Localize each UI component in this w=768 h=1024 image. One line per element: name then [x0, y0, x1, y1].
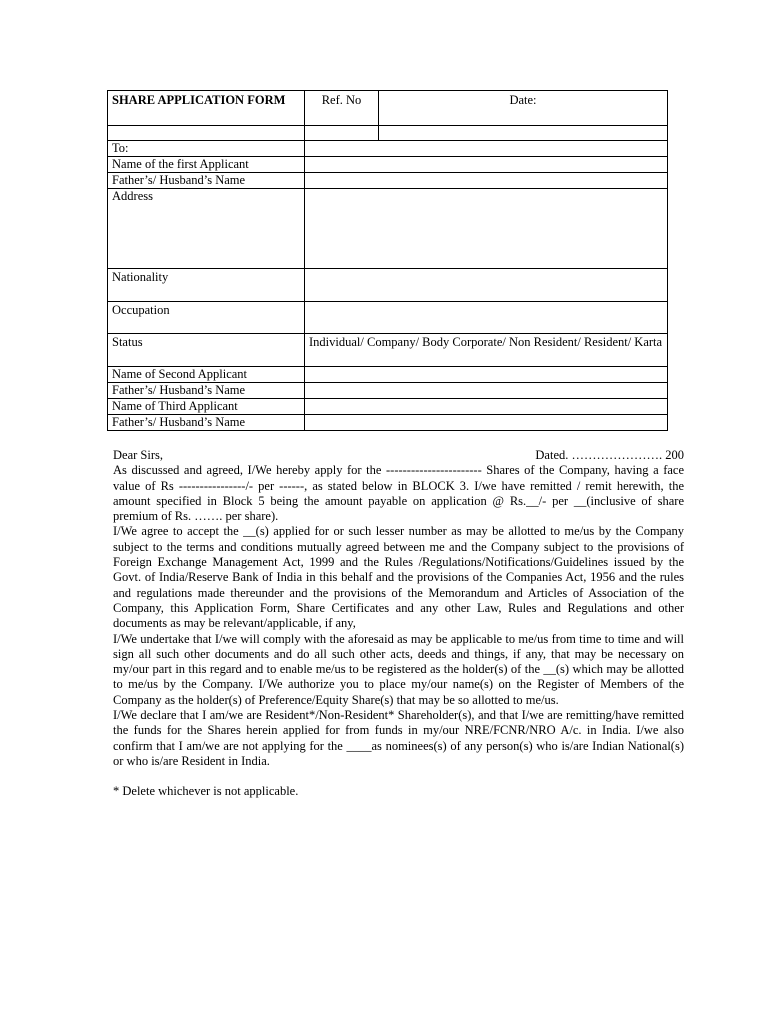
- first-applicant-label: Name of the first Applicant: [108, 157, 305, 173]
- second-applicant-label: Name of Second Applicant: [108, 367, 305, 383]
- blank-cell: [108, 126, 305, 141]
- undertaking-paragraph: I/We undertake that I/we will comply with the aforesaid as may be applicable to me/us from time to time and will sign all such other documents and do all such other acts, deeds and things, if any, that may be necessary on my/our part in this regard and to enable me/us to be registered as the holder(s) of the __(s) which may be allotted to me/us by the Company. I/We authorize you to place my/our name(s) on the Register of Members of the Company as the holder(s) of Preference/Equity Share(s) that may be so allotted to me/us.: [113, 631, 684, 707]
- ref-no-label: Ref. No: [305, 91, 379, 126]
- third-father-field[interactable]: [305, 415, 668, 431]
- declaration-paragraph: I/We declare that I am/we are Resident*/Non-Resident* Shareholder(s), and that I/we are remitting/have remitted the funds for the Shares herein applied for from funds in my/our NRE/FCNR/NRO A/c. in India. I/we also confirm that I am/we are not applying for the ____as nominees(s) of any person(s) who is/are Indian National(s) or who is/are Resident in India.: [113, 708, 684, 768]
- application-paragraph: As discussed and agreed, I/We hereby apply for the ----------------------- Shares of the Company, having a face value of Rs ----------------/- per ------, as stated below in BLOCK 3. I/we have remitted / remit herewith, the amount specified in Block 5 being the amount payable on application @ Rs.__/- per __(inclusive of share premium of Rs. ……. per share).: [113, 463, 684, 524]
- date-label: Date:: [379, 91, 668, 126]
- third-father-label: Father’s/ Husband’s Name: [108, 415, 305, 431]
- nationality-field[interactable]: [305, 269, 668, 302]
- occupation-label: Occupation: [108, 302, 305, 334]
- status-label: Status: [108, 334, 305, 367]
- first-father-label: Father’s/ Husband’s Name: [108, 173, 305, 189]
- second-father-label: Father’s/ Husband’s Name: [108, 383, 305, 399]
- occupation-field[interactable]: [305, 302, 668, 334]
- address-field[interactable]: [305, 189, 668, 269]
- to-field[interactable]: [305, 141, 668, 157]
- date-field[interactable]: [379, 126, 668, 141]
- second-applicant-field[interactable]: [305, 367, 668, 383]
- second-father-field[interactable]: [305, 383, 668, 399]
- third-applicant-label: Name of Third Applicant: [108, 399, 305, 415]
- footnote: * Delete whichever is not applicable.: [113, 784, 299, 799]
- address-label: Address: [108, 189, 305, 269]
- salutation: Dear Sirs,: [113, 448, 163, 462]
- third-applicant-field[interactable]: [305, 399, 668, 415]
- first-father-field[interactable]: [305, 173, 668, 189]
- greeting-line: [113, 448, 684, 463]
- application-form-table: [107, 90, 668, 431]
- agreement-paragraph: I/We agree to accept the __(s) applied for or such lesser number as may be allotted to me/us by the Company subject to the terms and conditions mutually agreed between me and the Company subject to the provisions of Foreign Exchange Management Act, 1999 and the Rules /Regulations/Notifications/Guidelines issued by the Govt. of India/Reserve Bank of India in this behalf and the provisions of the Companies Act, 1956 and the rules and regulations made thereunder and the provisions of the Memorandum and Articles of Association of the Company, this Application Form, Share Certificates and any other Law, Rules and Regulations and other documents as may be relevant/applicable, if any,: [113, 524, 684, 631]
- letter-body: [113, 448, 684, 800]
- status-options[interactable]: Individual/ Company/ Body Corporate/ Non Resident/ Resident/ Karta: [305, 334, 668, 367]
- to-label: To:: [108, 141, 305, 157]
- dated-line: Dated. …………………. 200: [535, 448, 684, 462]
- form-title: SHARE APPLICATION FORM: [108, 91, 305, 126]
- first-applicant-field[interactable]: [305, 157, 668, 173]
- ref-no-field[interactable]: [305, 126, 379, 141]
- nationality-label: Nationality: [108, 269, 305, 302]
